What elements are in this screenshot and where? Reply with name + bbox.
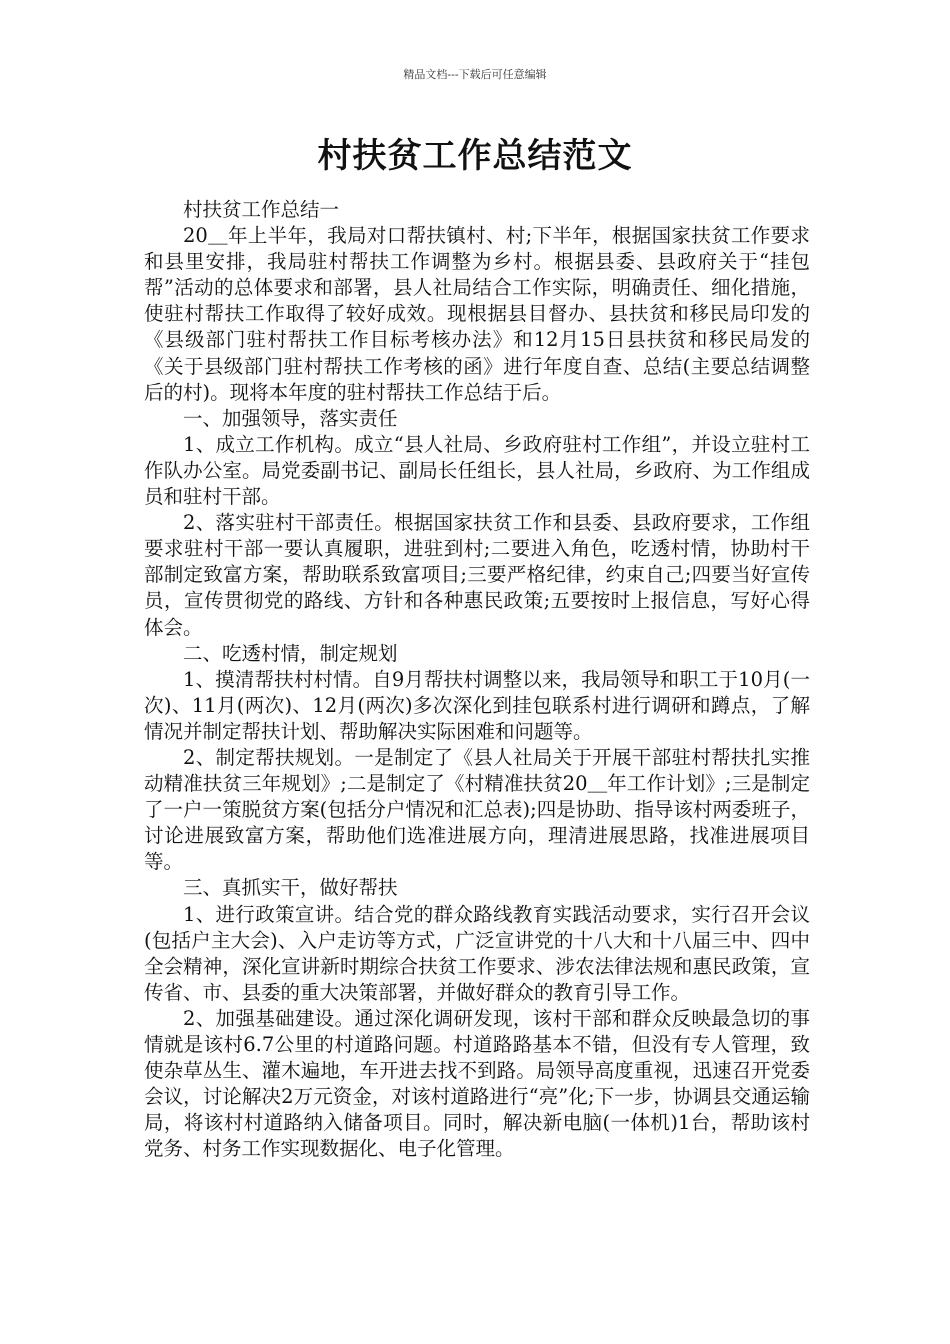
paragraph: 1、摸清帮扶村村情。自9月帮扶村调整以来，我局领导和职工于10月(一次)、11月(两次)、12月(两次)多次深化到挂包联系村进行调研和蹲点，了解情况并制定帮扶计划、帮助解决实际困难和问题等。 (144, 667, 810, 743)
paragraph: 20＿年上半年，我局对口帮扶镇村、村;下半年，根据国家扶贫工作要求和县里安排，我局驻村帮扶工作调整为乡村。根据县委、县政府关于“挂包帮”活动的总体要求和部署，县人社局结合工作实际，明确责任、细化措施，使驻村帮扶工作取得了较好成效。现根据县目督办、县扶贫和移民局印发的《县级部门驻村帮扶工作目标考核办法》和12月15日县扶贫和移民局发的《关于县级部门驻村帮扶工作考核的函》进行年度自查、总结(主要总结调整后的村)。现将本年度的驻村帮扶工作总结于后。 (144, 224, 810, 404)
header-note: 精品文档---下载后可任意编辑 (403, 68, 547, 81)
paragraph: 村扶贫工作总结一 (183, 198, 340, 221)
section-heading: 一、加强领导，落实责任 (183, 406, 398, 430)
section-heading: 三、真抓实干，做好帮扶 (183, 876, 398, 900)
section-heading: 二、吃透村情，制定规划 (183, 641, 398, 665)
paragraph: 1、进行政策宣讲。结合党的群众路线教育实践活动要求，实行召开会议(包括户主大会)、入户走访等方式，广泛宣讲党的十八大和十八届三中、四中全会精神，深化宣讲新时期综合扶贫工作要求、涉农法律法规和惠民政策，宣传省、市、县委的重大决策部署，并做好群众的教育引导工作。 (144, 902, 810, 1004)
document-title: 村扶贫工作总结范文 (317, 136, 633, 176)
paragraph: 1、成立工作机构。成立“县人社局、乡政府驻村工作组”，并设立驻村工作队办公室。局党委副书记、副局长任组长，县人社局，乡政府、为工作组成员和驻村干部。 (144, 432, 810, 509)
paragraph: 2、制定帮扶规划。一是制定了《县人社局关于开展干部驻村帮扶扎实推动精准扶贫三年规划》;二是制定了《村精准扶贫20＿年工作计划》;三是制定了一户一策脱贫方案(包括分户情况和汇总表);四是协助、指导该村两委班子，讨论进展致富方案，帮助他们选准进展方向，理清进展思路，找准进展项目等。 (144, 745, 810, 874)
paragraph: 2、落实驻村干部责任。根据国家扶贫工作和县委、县政府要求，工作组要求驻村干部一要认真履职，进驻到村;二要进入角色，吃透村情，协助村干部制定致富方案，帮助联系致富项目;三要严格纪律，约束自己;四要当好宣传员，宣传贯彻党的路线、方针和各种惠民政策;五要按时上报信息，写好心得体会。 (144, 511, 810, 639)
paragraph: 2、加强基础建设。通过深化调研发现，该村干部和群众反映最急切的事情就是该村6.7公里的村道路问题。村道路路基本不错，但没有专人管理，致使杂草丛生、灌木遍地，车开进去找不到路。局领导高度重视，迅速召开党委会议，讨论解决2万元资金，对该村道路进行“亮”化;下一步，协调县交通运输局，将该村村道路纳入储备项目。同时，解决新电脑(一体机)1台，帮助该村党务、村务工作实现数据化、电子化管理。 (144, 1006, 810, 1161)
document-body (144, 197, 810, 1162)
